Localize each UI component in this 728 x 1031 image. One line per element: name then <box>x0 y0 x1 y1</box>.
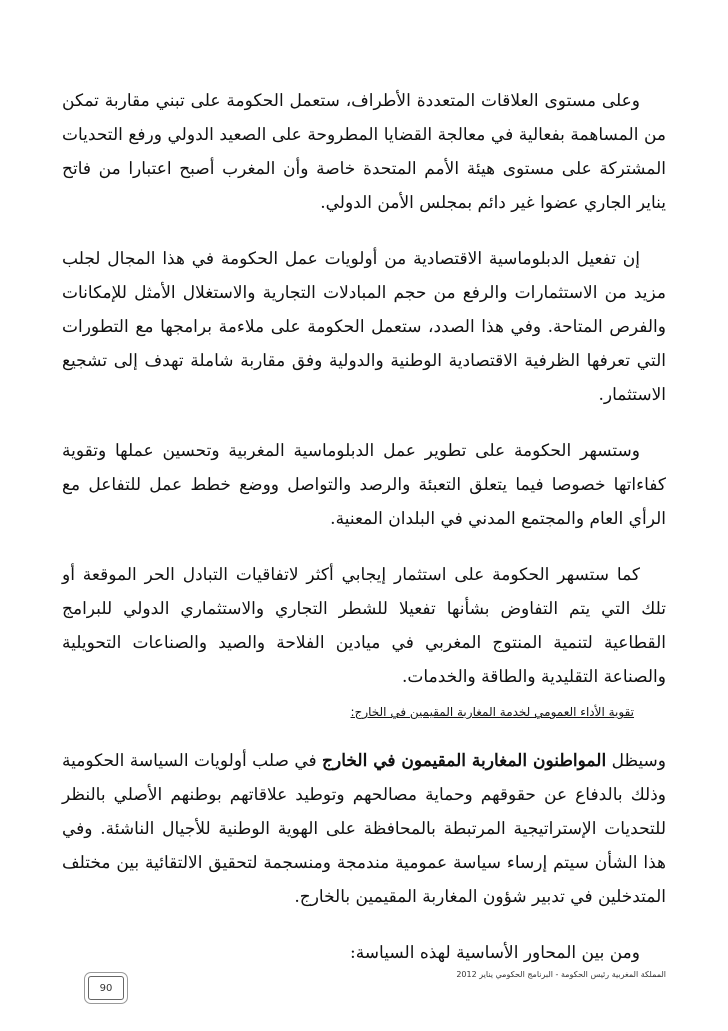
paragraph-prefix: وسيظل <box>606 751 666 771</box>
page-footer <box>62 962 666 1006</box>
document-body <box>62 84 666 992</box>
section-subheading <box>62 704 666 720</box>
paragraph-rest: في صلب أولويات السياسة الحكومية وذلك بالدفاع عن حقوقهم وحماية مصالحهم وتوطيد علاقاتهم بوطنهم الأصلي بالنظر للتحديات الإستراتيجية المرتبطة بالمحافظة على الهوية الوطنية للأجيال الناشئة. وفي هذا الشأن سيتم إرساء سياسة عمومية مندمجة ومنسجمة لتحقيق الالتقائية بين مختلف المتدخلين في تدبير شؤون المغاربة المقيمين بالخارج. <box>62 751 666 907</box>
paragraph-moroccans-abroad <box>62 744 666 914</box>
paragraph-economic-diplomacy: إن تفعيل الدبلوماسية الاقتصادية من أولويات عمل الحكومة في هذا المجال لجلب مزيد من الاستثمارات والرفع من حجم المبادلات التجارية والاستغلال الأمثل للإمكانات والفرص المتاحة. وفي هذا الصدد، ستعمل الحكومة على ملاءمة برامجها مع التطورات التي تعرفها الظرفية الاقتصادية الوطنية والدولية وفق مقاربة شاملة تهدف إلى تشجيع الاستثمار. <box>62 249 666 405</box>
paragraph-multilateral-relations: وعلى مستوى العلاقات المتعددة الأطراف، ستعمل الحكومة على تبني مقاربة تمكن من المساهمة بفعالية في معالجة القضايا المطروحة على الصعيد الدولي ورفع التحديات المشتركة على مستوى هيئة الأمم المتحدة خاصة وأن المغرب أصبح اعتبارا من فاتح يناير الجاري عضوا غير دائم بمجلس الأمن الدولي. <box>62 91 666 213</box>
paragraph-diplomacy-development: وستسهر الحكومة على تطوير عمل الدبلوماسية المغربية وتحسين عملها وتقوية كفاءاتها خصوصا فيما يتعلق التعبئة والرصد والتواصل ووضع خطط عمل للتفاعل مع الرأي العام والمجتمع المدني في البلدان المعنية. <box>62 441 666 529</box>
paragraph-bold-phrase: المواطنون المغاربة المقيمون في الخارج <box>322 751 607 771</box>
footer-text: المملكة المغربية رئيس الحكومة - البرنامج الحكومي يناير 2012 <box>456 970 666 979</box>
paragraph-policy-axes-intro: ومن بين المحاور الأساسية لهذه السياسة: <box>349 943 640 963</box>
paragraph-free-trade: كما ستسهر الحكومة على استثمار إيجابي أكثر لاتفاقيات التبادل الحر الموقعة أو تلك التي يتم التفاوض بشأنها تفعيلا للشطر التجاري والاستثماري الدولي للبرامج القطاعية لتنمية المنتوج المغربي في ميادين الفلاحة والصيد والصناعات التحويلية والصناعة التقليدية والطاقة والخدمات. <box>62 565 666 687</box>
page-number-badge: 90 <box>88 976 124 1000</box>
subheading-text: تقوية الأداء العمومي لخدمة المغاربة المقيمين في الخارج: <box>350 705 634 719</box>
